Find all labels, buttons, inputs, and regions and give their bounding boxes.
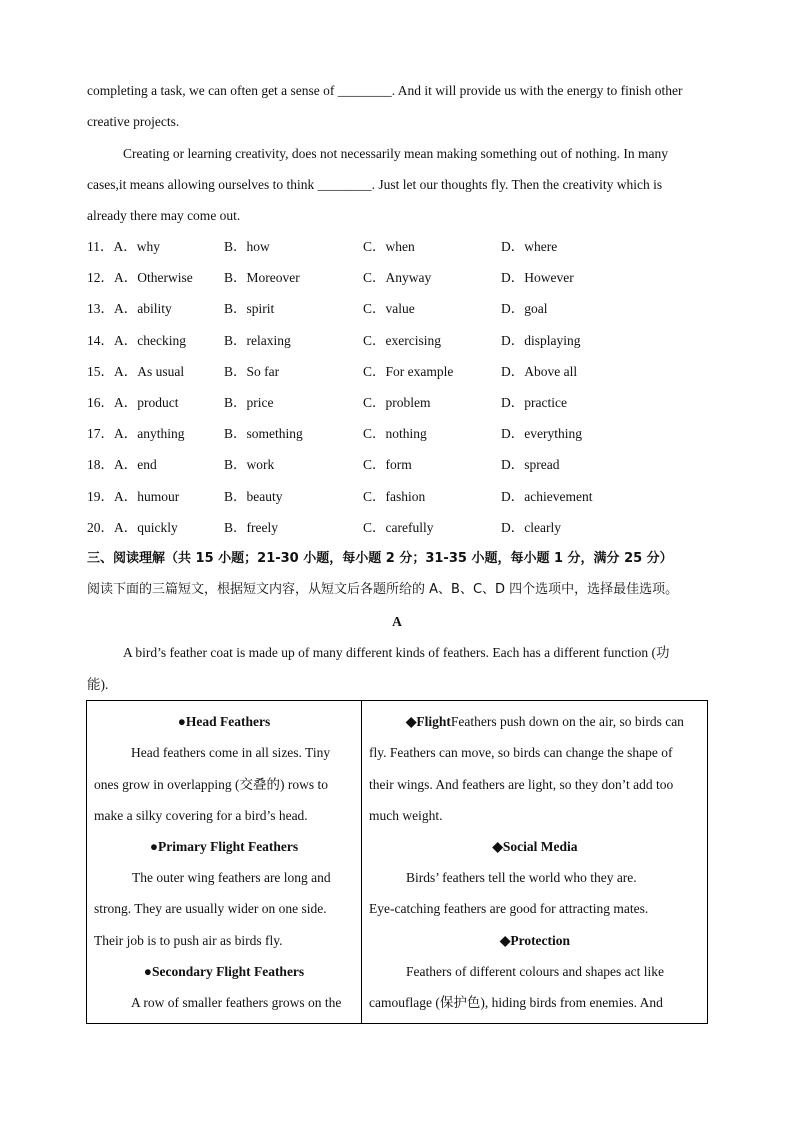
question-option-a: 16．A．product bbox=[87, 395, 179, 410]
question-row bbox=[87, 270, 707, 286]
question-option-a: 12．A．Otherwise bbox=[87, 270, 193, 285]
cell-text: A row of smaller feathers grows on the bbox=[131, 995, 342, 1010]
question-option-a: 15．A．As usual bbox=[87, 364, 185, 379]
social-media-title: ◆Social Media bbox=[492, 839, 578, 854]
question-row bbox=[87, 333, 707, 349]
passage-text-line: cases,it means allowing ourselves to think ________. Just let our thoughts fly. Then the creativity which is bbox=[87, 177, 663, 192]
passage-intro-line: 能). bbox=[87, 677, 109, 692]
primary-flight-title: ●Primary Flight Feathers bbox=[149, 839, 299, 854]
passage-label: A bbox=[392, 614, 402, 629]
question-option-c: C．value bbox=[363, 301, 415, 316]
question-option-c: C．fashion bbox=[363, 489, 426, 504]
question-option-b: B．Moreover bbox=[224, 270, 300, 285]
question-option-b: B．price bbox=[224, 395, 274, 410]
flight-title: ◆Flight bbox=[406, 714, 451, 729]
question-option-c: C．when bbox=[363, 239, 415, 254]
cell-text: ones grow in overlapping (交叠的) rows to bbox=[94, 777, 328, 792]
question-option-d: D．goal bbox=[501, 301, 548, 316]
question-option-b: B．spirit bbox=[224, 301, 275, 316]
question-option-d: D．where bbox=[501, 239, 558, 254]
cell-text: make a silky covering for a bird’s head. bbox=[94, 808, 308, 823]
question-option-a: 17．A．anything bbox=[87, 426, 185, 441]
question-row bbox=[87, 426, 707, 442]
question-option-a: 20．A．quickly bbox=[87, 520, 178, 535]
question-option-c: C．Anyway bbox=[363, 270, 432, 285]
passage-text-line: creative projects. bbox=[87, 114, 180, 129]
question-option-d: D．practice bbox=[501, 395, 567, 410]
feather-table bbox=[86, 700, 708, 1024]
question-option-d: D．However bbox=[501, 270, 574, 285]
question-option-d: D．Above all bbox=[501, 364, 578, 379]
right-column bbox=[362, 701, 708, 1024]
head-feathers-title: ●Head Feathers bbox=[177, 714, 271, 729]
question-row bbox=[87, 301, 707, 317]
question-option-b: B．how bbox=[224, 239, 270, 254]
secondary-flight-title: ●Secondary Flight Feathers bbox=[143, 964, 305, 979]
cell-text: Feathers push down on the air, so birds can bbox=[450, 714, 684, 729]
question-option-d: D．clearly bbox=[501, 520, 561, 535]
cell-text: Birds’ feathers tell the world who they are. bbox=[406, 870, 637, 885]
left-column bbox=[87, 701, 362, 1024]
section-instruction: 阅读下面的三篇短文，根据短文内容，从短文后各题所给的 A、B、C、D 四个选项中，选择最佳选项。 bbox=[87, 582, 679, 597]
question-option-a: 11．A．why bbox=[87, 239, 160, 254]
question-option-c: C．For example bbox=[363, 364, 454, 379]
flight-line bbox=[406, 714, 684, 730]
cell-text: Eye-catching feathers are good for attracting mates. bbox=[369, 901, 649, 916]
question-option-b: B．something bbox=[224, 426, 303, 441]
question-row bbox=[87, 520, 707, 536]
question-option-d: D．achievement bbox=[501, 489, 593, 504]
question-option-b: B．beauty bbox=[224, 489, 283, 504]
question-row bbox=[87, 457, 707, 473]
question-option-b: B．So far bbox=[224, 364, 280, 379]
passage-text-line: Creating or learning creativity, does not necessarily mean making something out of nothing. In many bbox=[123, 146, 668, 161]
question-option-a: 14．A．checking bbox=[87, 333, 186, 348]
protection-title: ◆Protection bbox=[499, 933, 571, 948]
cell-text: The outer wing feathers are long and bbox=[132, 870, 331, 885]
cell-text: fly. Feathers can move, so birds can change the shape of bbox=[369, 745, 673, 760]
question-row bbox=[87, 364, 707, 380]
question-row bbox=[87, 489, 707, 505]
section-heading: 三、阅读理解（共 15 小题；21-30 小题，每小题 2 分；31-35 小题，每小题 1 分，满分 25 分） bbox=[87, 551, 673, 566]
cell-text: Their job is to push air as birds fly. bbox=[94, 933, 283, 948]
question-option-c: C．form bbox=[363, 457, 412, 472]
question-option-a: 19．A．humour bbox=[87, 489, 180, 504]
question-option-c: C．problem bbox=[363, 395, 431, 410]
cell-text: strong. They are usually wider on one side. bbox=[94, 901, 327, 916]
question-option-a: 18．A．end bbox=[87, 457, 157, 472]
question-option-d: D．displaying bbox=[501, 333, 581, 348]
cell-text: much weight. bbox=[369, 808, 443, 823]
question-option-b: B．work bbox=[224, 457, 275, 472]
question-option-c: C．nothing bbox=[363, 426, 427, 441]
cell-text: their wings. And feathers are light, so they don’t add too bbox=[369, 777, 674, 792]
question-option-a: 13．A．ability bbox=[87, 301, 172, 316]
question-option-c: C．exercising bbox=[363, 333, 441, 348]
question-option-d: D．spread bbox=[501, 457, 560, 472]
question-option-b: B．relaxing bbox=[224, 333, 291, 348]
question-row bbox=[87, 395, 707, 411]
passage-text-line: already there may come out. bbox=[87, 208, 241, 223]
question-option-c: C．carefully bbox=[363, 520, 434, 535]
question-row bbox=[87, 239, 707, 255]
cell-text: Feathers of different colours and shapes act like bbox=[406, 964, 665, 979]
passage-intro-line: A bird’s feather coat is made up of many different kinds of feathers. Each has a different function (功 bbox=[123, 645, 670, 660]
question-option-d: D．everything bbox=[501, 426, 582, 441]
cell-text: camouflage (保护色), hiding birds from enemies. And bbox=[369, 995, 663, 1010]
question-option-b: B．freely bbox=[224, 520, 278, 535]
passage-text-line: completing a task, we can often get a sense of ________. And it will provide us with the energy to finish other bbox=[87, 83, 683, 98]
cell-text: Head feathers come in all sizes. Tiny bbox=[131, 745, 331, 760]
